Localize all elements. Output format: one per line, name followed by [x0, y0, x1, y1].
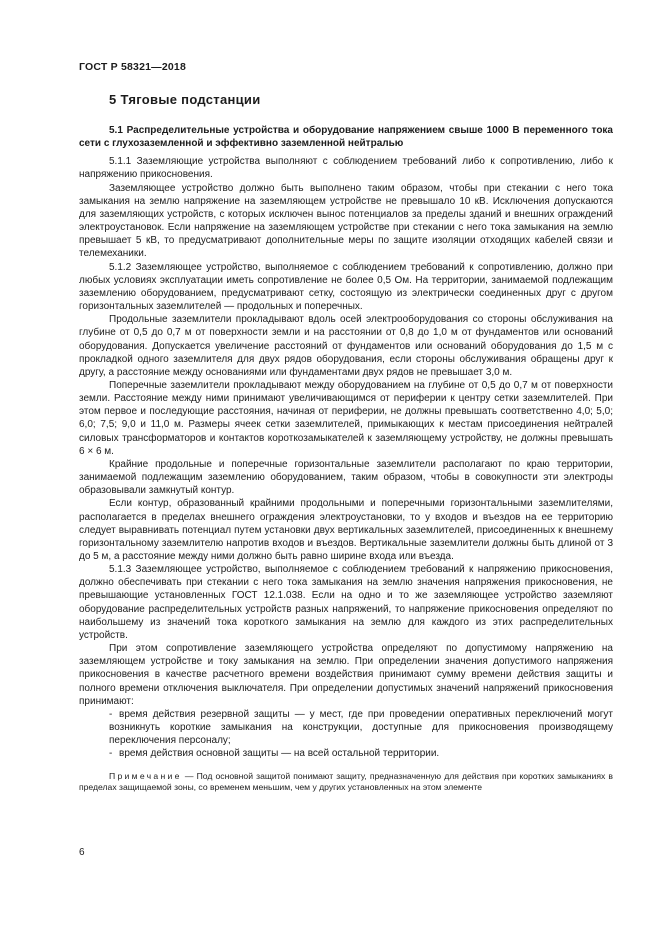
list-item-text: время действия резервной защиты — у мест, где при проведении оперативных переключений могут возникнуть короткие замыкания на конструкции, доступные для прикосновения производящему переключения персоналу;	[109, 708, 613, 747]
section-title: 5 Тяговые подстанции	[109, 92, 261, 107]
paragraph: Продольные заземлители прокладывают вдоль осей электрооборудования со стороны обслуживания на глубине от 0,5 до 0,7 м от поверхности земли и на расстоянии от 0,8 до 1,0 м от фундаментов или оснований оборудования. Допускается увеличение расстояний от фундаментов или оснований оборудования до 1,5 м с прокладкой одного заземлителя для двух рядов оборудования, если стороны обслуживания обращены друг к другу, а расстояние между основаниями или фундаментами двух рядов не превышает 3,0 м.	[79, 314, 613, 378]
page-number: 6	[79, 847, 85, 858]
note-text: — Под основной защитой понимают защиту, предназначенную для действия при коротких замыканиях в пределах защищаемой зоны, со временем меньшим, чем у других установленных на этом элементе	[79, 770, 613, 793]
paragraph: Если контур, образованный крайними продольными и поперечными горизонтальными заземлителями, располагается в пределах внешнего ограждения электроустановки, то у входов и въездов на ее территорию следует выравнивать потенциал путем установки двух вертикальных заземлителей, присоединенных к внешнему горизонтальному заземлителю напротив входов и въездов. Вертикальные заземлители должны быть длиной от 3 до 5 м, а расстояние между ними должно быть равно ширине входа или въезда.	[79, 498, 613, 562]
paragraph: Крайние продольные и поперечные горизонтальные заземлители располагают по краю территории, занимаемой подлежащим заземлению оборудованием, таким образом, чтобы в совокупности эти электроды образовывали замкнутый контур.	[79, 458, 613, 497]
note	[79, 771, 613, 794]
standard-header: ГОСТ Р 58321—2018	[79, 61, 187, 73]
paragraph: Заземляющее устройство должно быть выполнено таким образом, чтобы при стекании с него тока замыкания на землю напряжение на заземляющем устройстве не превышало 10 кВ. Исключения допускаются для заземляющих устройств, с которых исключен вынос потенциалов за пределы зданий и внешних ограждений электроустановок. Если напряжение на заземляющем устройстве при стекании с него тока замыкания на землю превышает 5 кВ, то предусматривают дополнительные меры по защите изоляции отходящих кабелей связи и телемеханики.	[79, 182, 613, 260]
list-marker: -	[109, 708, 113, 720]
paragraph: 5.1.3 Заземляющее устройство, выполняемое с соблюдением требований к напряжению прикосновения, должно обеспечивать при стекании с него тока замыкания на землю значения напряжения прикосновения, не превышающие установленных ГОСТ 12.1.038. Если на одно и то же заземляющее устройство заземляют оборудование распределительных устройств разных напряжений, то напряжение прикосновения определяют по наибольшему из значений тока короткого замыкания на землю для каждого из этих распределительных устройств.	[79, 564, 613, 641]
list-item-text: время действия основной защиты — на всей остальной территории.	[119, 748, 440, 760]
note-label: Примечание	[109, 770, 182, 781]
paragraph: При этом сопротивление заземляющего устройства определяют по допустимому напряжению на заземляющем устройстве и току замыкания на землю. При определении значения допустимого напряжения прикосновения в качестве расчетного времени воздействия принимают сумму времени действия защиты и полного времени отключения выключателя. При определении допустимых значений напряжений прикосновения принимают:	[79, 643, 613, 707]
document-body	[79, 124, 613, 794]
list-item	[79, 747, 613, 760]
paragraph: 5.1.2 Заземляющее устройство, выполняемое с соблюдением требований к сопротивлению, должно при любых условиях эксплуатации иметь сопротивление не более 0,5 Ом. На территории, занимаемой подлежащим заземлению оборудованием, предусматривают сетку, состоящую из электрически соединенных друг с другом горизонтальных заземлителей — продольных и поперечных.	[79, 261, 613, 313]
paragraph: 5.1.1 Заземляющие устройства выполняют с соблюдением требований либо к сопротивлению, либо к напряжению прикосновения.	[79, 156, 613, 181]
subsection-title: 5.1 Распределительные устройства и оборудование напряжением свыше 1000 В переменного тока сети с глухозаземленной и эффективно заземленной нейтралью	[79, 125, 613, 150]
paragraph: Поперечные заземлители прокладывают между оборудованием на глубине от 0,5 до 0,7 м от поверхности земли. Расстояние между ними принимают увеличивающимся от периферии к центру сетки заземлителей. При этом первое и последующие расстояния, начиная от периферии, не должны превышать соответственно 4,0; 5,0; 6,0; 7,5; 9,0 и 11,0 м. Размеры ячеек сетки заземлителей, примыкающих к местам присоединения нейтралей силовых трансформаторов и контактов короткозамыкателей к заземляющему устройству, не должны превышать 6 × 6 м.	[79, 379, 613, 457]
list-marker: -	[109, 748, 113, 760]
list-item	[79, 708, 613, 747]
